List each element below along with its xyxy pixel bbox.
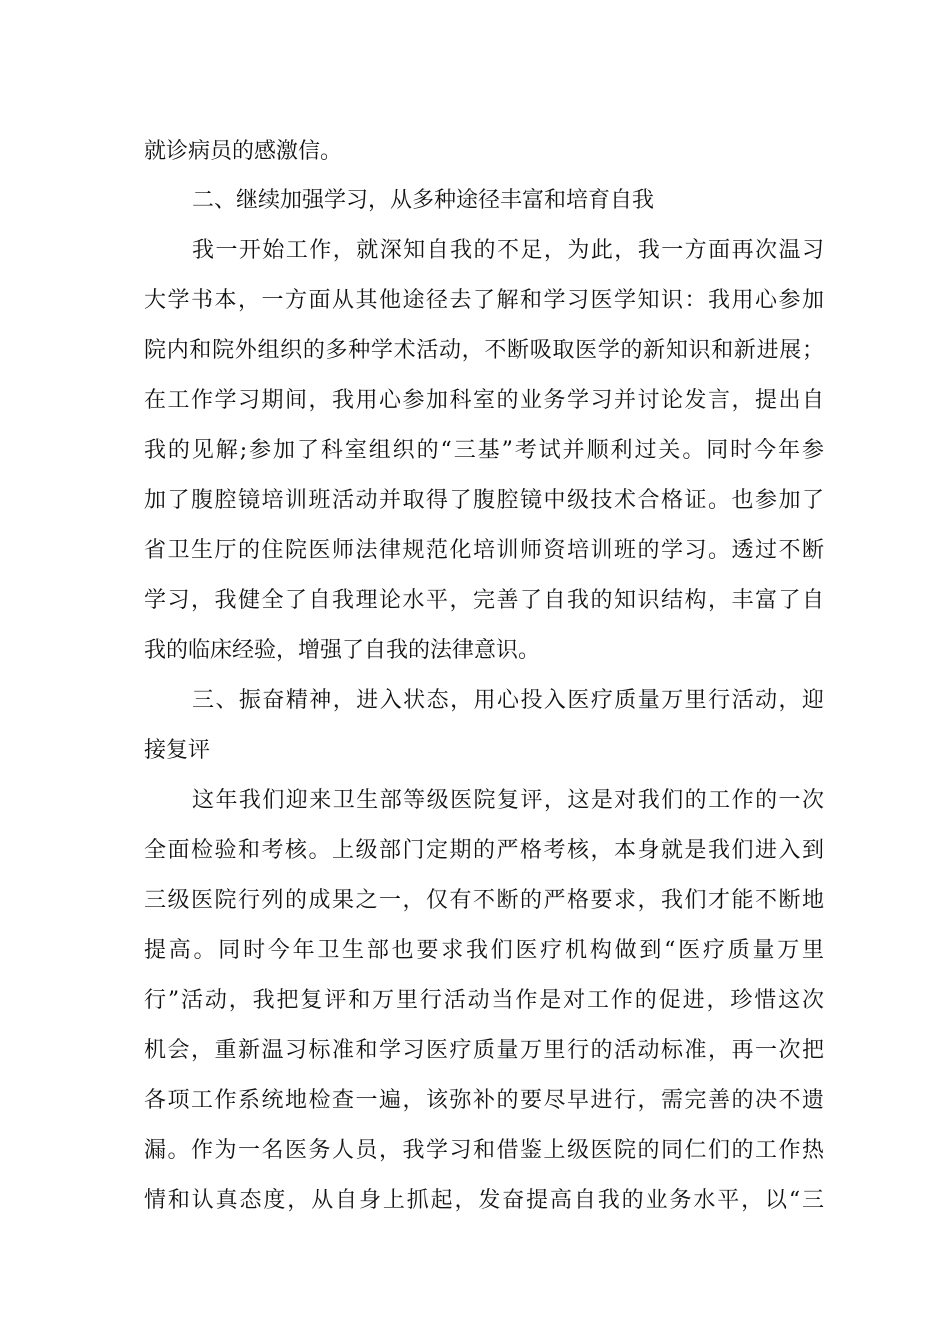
paragraph-line: 全面检验和考核。上级部门定期的严格考核，本身就是我们进入到 bbox=[144, 838, 824, 863]
paragraph-line: 在工作学习期间，我用心参加科室的业务学习并讨论发言，提出自 bbox=[144, 388, 824, 413]
paragraph-line: 大学书本，一方面从其他途径去了解和学习医学知识：我用心参加 bbox=[144, 288, 824, 313]
paragraph-line: 机会，重新温习标准和学习医疗质量万里行的活动标准，再一次把 bbox=[144, 1038, 824, 1063]
paragraph-line: 我一开始工作，就深知自我的不足，为此，我一方面再次温习 bbox=[192, 238, 824, 263]
section-heading-2: 二、继续加强学习，从多种途径丰富和培育自我 bbox=[192, 188, 655, 213]
paragraph-line: 各项工作系统地检查一遍，该弥补的要尽早进行，需完善的决不遗 bbox=[144, 1088, 824, 1113]
text-line: 就诊病员的感激信。 bbox=[144, 139, 343, 164]
paragraph-line: 我的临床经验，增强了自我的法律意识。 bbox=[144, 638, 541, 663]
paragraph-line: 情和认真态度，从自身上抓起，发奋提高自我的业务水平，以“三 bbox=[144, 1188, 824, 1213]
paragraph-line: 省卫生厅的住院医师法律规范化培训师资培训班的学习。透过不断 bbox=[144, 538, 824, 563]
paragraph-line: 漏。作为一名医务人员，我学习和借鉴上级医院的同仁们的工作热 bbox=[144, 1138, 824, 1163]
paragraph-line: 我的见解;参加了科室组织的“三基”考试并顺利过关。同时今年参 bbox=[144, 438, 824, 463]
paragraph-line: 行”活动，我把复评和万里行活动当作是对工作的促进，珍惜这次 bbox=[144, 988, 824, 1013]
paragraph-line: 学习，我健全了自我理论水平，完善了自我的知识结构，丰富了自 bbox=[144, 588, 824, 613]
paragraph-line: 加了腹腔镜培训班活动并取得了腹腔镜中级技术合格证。也参加了 bbox=[144, 488, 824, 513]
section-heading-3-continued: 接复评 bbox=[144, 738, 211, 763]
section-heading-3: 三、振奋精神，进入状态，用心投入医疗质量万里行活动，迎 bbox=[192, 688, 824, 713]
paragraph-line: 提高。同时今年卫生部也要求我们医疗机构做到“医疗质量万里 bbox=[144, 938, 824, 963]
paragraph-line: 这年我们迎来卫生部等级医院复评，这是对我们的工作的一次 bbox=[192, 788, 824, 813]
paragraph-line: 院内和院外组织的多种学术活动，不断吸取医学的新知识和新进展； bbox=[144, 338, 824, 363]
paragraph-line: 三级医院行列的成果之一，仅有不断的严格要求，我们才能不断地 bbox=[144, 888, 824, 913]
